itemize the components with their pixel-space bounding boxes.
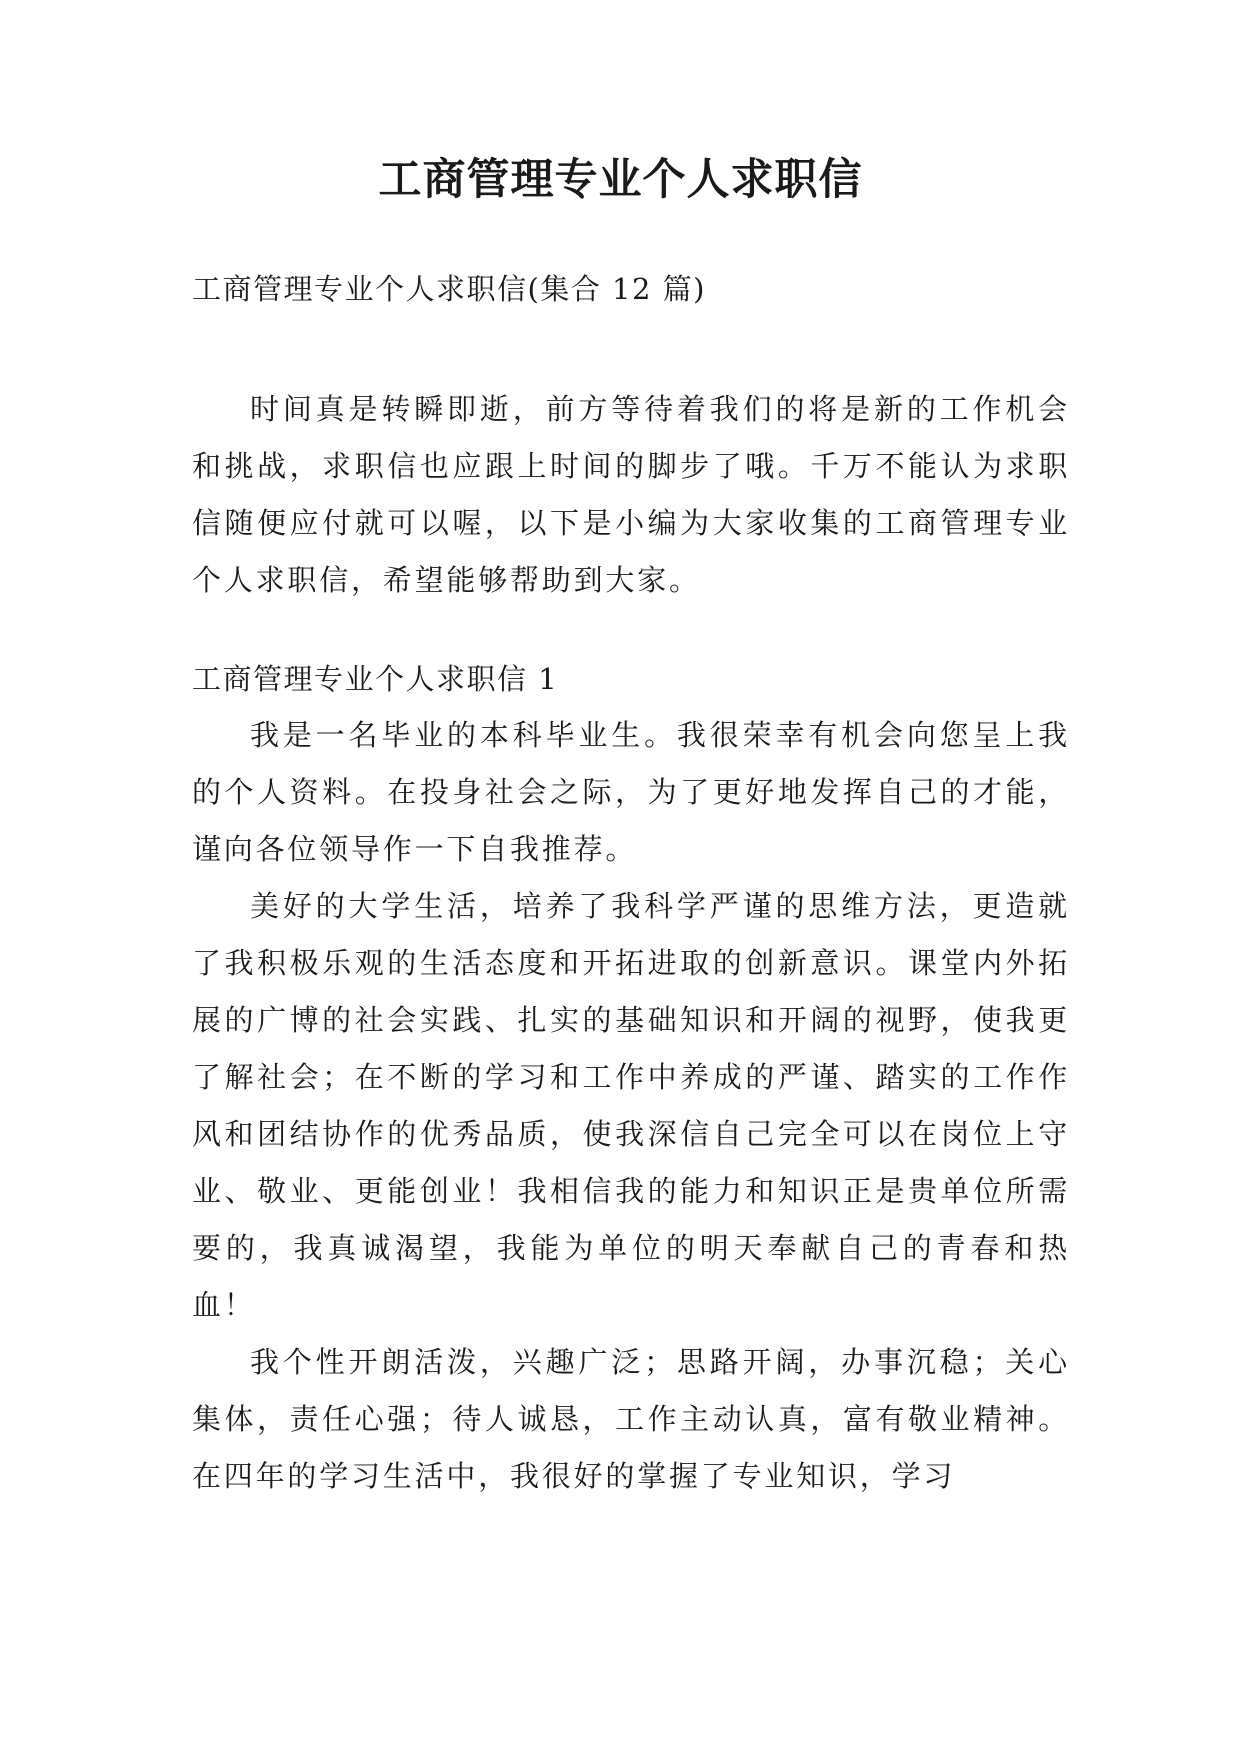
body-paragraph-1: 我是一名毕业的本科毕业生。我很荣幸有机会向您呈上我的个人资料。在投身社会之际，为了更好地发挥自己的才能，谨向各位领导作一下自我推荐。 [192, 718, 1070, 866]
body-paragraph-3: 我个性开朗活泼，兴趣广泛；思路开阔，办事沉稳；关心集体，责任心强；待人诚恳，工作主动认真，富有敬业精神。在四年的学习生活中，我很好的掌握了专业知识，学习 [192, 1345, 1070, 1493]
document-subtitle: 工商管理专业个人求职信(集合 12 篇) [192, 272, 706, 306]
document-title: 工商管理专业个人求职信 [378, 155, 863, 205]
section-heading: 工商管理专业个人求职信 1 [192, 662, 559, 696]
intro-paragraph: 时间真是转瞬即逝，前方等待着我们的将是新的工作机会和挑战，求职信也应跟上时间的脚步了哦。千万不能认为求职信随便应付就可以喔，以下是小编为大家收集的工商管理专业个人求职信，希望能够帮助到大家。 [192, 392, 1070, 597]
body-paragraph-2: 美好的大学生活，培养了我科学严谨的思维方法，更造就了我积极乐观的生活态度和开拓进取的创新意识。课堂内外拓展的广博的社会实践、扎实的基础知识和开阔的视野，使我更了解社会；在不断的学习和工作中养成的严谨、踏实的工作作风和团结协作的优秀品质，使我深信自己完全可以在岗位上守业、敬业、更能创业！我相信我的能力和知识正是贵单位所需要的，我真诚渴望，我能为单位的明天奉献自己的青春和热血！ [192, 889, 1070, 1322]
document-body [192, 261, 1070, 1505]
